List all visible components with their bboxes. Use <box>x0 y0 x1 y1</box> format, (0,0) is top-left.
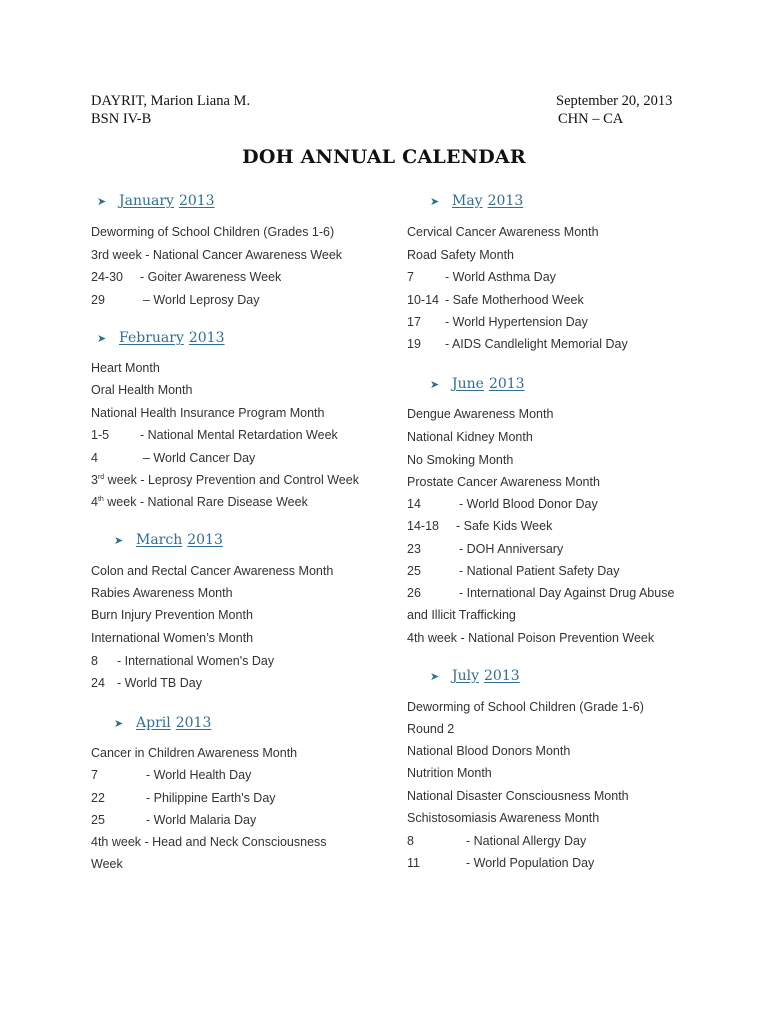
entry-event: - World Health Day <box>146 768 252 782</box>
entry-event: - World Hypertension Day <box>445 315 588 329</box>
ordinal-suffix: th <box>97 496 104 503</box>
student-section: BSN IV-B <box>91 111 152 127</box>
calendar-entry <box>407 496 598 512</box>
entry-event: - National Mental Retardation Week <box>140 428 338 442</box>
calendar-entry <box>91 675 202 691</box>
entry-date: 14 <box>407 497 421 511</box>
entry-event: - Safe Motherhood Week <box>445 293 584 307</box>
week-number: 3 <box>91 473 98 487</box>
entry-event: - International Day Against Drug Abuse <box>459 586 675 600</box>
arrow-bullet-icon: ➤ <box>430 194 440 208</box>
calendar-entry: Nutrition Month <box>407 766 492 780</box>
month-year: 2013 <box>187 532 223 548</box>
calendar-entry: Burn Injury Prevention Month <box>91 608 253 622</box>
entry-event: - National Patient Safety Day <box>459 564 620 578</box>
arrow-bullet-icon: ➤ <box>97 194 107 208</box>
calendar-entry: and Illicit Trafficking <box>407 608 516 622</box>
calendar-entry: No Smoking Month <box>407 453 514 467</box>
month-name: May <box>452 193 483 209</box>
calendar-entry <box>91 450 255 466</box>
month-heading-january <box>97 193 215 209</box>
entry-date: 14-18 <box>407 519 439 533</box>
month-year: 2013 <box>487 193 524 209</box>
calendar-entry <box>91 269 281 285</box>
calendar-entry <box>91 790 276 806</box>
calendar-entry <box>407 541 563 557</box>
month-heading-april <box>114 715 211 731</box>
calendar-entry <box>91 427 338 443</box>
calendar-entry: 3rd week - National Cancer Awareness Week <box>91 248 343 262</box>
month-year: 2013 <box>484 668 520 684</box>
calendar-entry: National Health Insurance Program Month <box>91 406 325 420</box>
month-name: February <box>119 330 184 346</box>
document-date: September 20, 2013 <box>556 93 673 109</box>
entry-date: 22 <box>91 791 105 805</box>
entry-date: 17 <box>407 315 421 329</box>
month-name: April <box>136 715 171 731</box>
entry-date: 11 <box>407 856 420 870</box>
entry-event: - AIDS Candlelight Memorial Day <box>445 337 628 351</box>
calendar-entry: Cervical Cancer Awareness Month <box>407 225 599 239</box>
entry-event: - World TB Day <box>117 676 202 690</box>
entry-date: 8 <box>91 654 98 668</box>
month-year: 2013 <box>178 193 215 209</box>
entry-date: 4 <box>91 451 98 465</box>
entry-event: - International Women's Day <box>117 654 275 668</box>
calendar-entry: Prostate Cancer Awareness Month <box>407 475 600 489</box>
entry-date: 10-14 <box>407 293 439 307</box>
calendar-entry: Deworming of School Children (Grades 1-6) <box>91 225 335 239</box>
calendar-entry: Round 2 <box>407 722 455 736</box>
entry-date: 23 <box>407 542 421 556</box>
calendar-entry <box>407 314 588 330</box>
entry-date: 25 <box>91 813 105 827</box>
entry-date: 24-30 <box>91 270 123 284</box>
arrow-bullet-icon: ➤ <box>114 716 124 730</box>
arrow-bullet-icon: ➤ <box>430 669 440 683</box>
calendar-entry: Rabies Awareness Month <box>91 586 233 600</box>
calendar-entry <box>407 563 620 579</box>
entry-date: 24 <box>91 676 105 690</box>
calendar-entry <box>407 833 586 849</box>
student-name: DAYRIT, Marion Liana M. <box>91 93 251 109</box>
calendar-entry: Deworming of School Children (Grade 1-6) <box>407 700 644 714</box>
entry-event: - National Allergy Day <box>466 834 587 848</box>
calendar-entry: 4th week - National Poison Prevention Week <box>407 631 655 645</box>
entry-date: 29 <box>91 293 105 307</box>
entry-date: 7 <box>91 768 98 782</box>
entry-event: - World Population Day <box>466 856 595 870</box>
month-heading-february <box>97 330 225 346</box>
calendar-entry <box>407 585 674 601</box>
entry-date: 1-5 <box>91 428 110 442</box>
entry-date: 8 <box>407 834 414 848</box>
week-number: 4 <box>91 495 98 509</box>
entry-event: - Goiter Awareness Week <box>140 270 282 284</box>
calendar-entry <box>91 292 260 308</box>
calendar-entry <box>91 812 256 828</box>
month-name: July <box>452 668 480 684</box>
calendar-entry: Oral Health Month <box>91 383 193 397</box>
entry-event: week - Leprosy Prevention and Control Week <box>104 473 359 487</box>
calendar-entry: International Women’s Month <box>91 631 254 645</box>
calendar-entry <box>91 494 308 510</box>
arrow-bullet-icon: ➤ <box>97 331 107 345</box>
arrow-bullet-icon: ➤ <box>114 533 124 547</box>
month-year: 2013 <box>175 715 212 731</box>
month-name: January <box>119 193 174 209</box>
calendar-entry <box>407 292 584 308</box>
entry-event: - World Blood Donor Day <box>459 497 598 511</box>
entry-date: 26 <box>407 586 421 600</box>
entry-event: - Safe Kids Week <box>456 519 553 533</box>
calendar-entry <box>91 653 274 669</box>
arrow-bullet-icon: ➤ <box>430 377 440 391</box>
month-heading-march <box>114 532 223 548</box>
month-name: June <box>452 376 484 392</box>
page-title: DOH ANNUAL CALENDAR <box>242 146 526 168</box>
calendar-entry: National Kidney Month <box>407 430 533 444</box>
month-year: 2013 <box>188 330 225 346</box>
calendar-entry <box>407 518 552 534</box>
calendar-entry: Schistosomiasis Awareness Month <box>407 811 600 825</box>
calendar-entry: Dengue Awareness Month <box>407 407 554 421</box>
calendar-entry <box>407 855 594 871</box>
calendar-entry <box>407 269 556 285</box>
month-year: 2013 <box>488 376 525 392</box>
calendar-entry <box>91 767 251 783</box>
course-code: CHN – CA <box>558 111 624 127</box>
entry-date: 25 <box>407 564 421 578</box>
month-heading-june <box>430 376 525 392</box>
month-heading-may <box>430 193 523 209</box>
calendar-entry: National Disaster Consciousness Month <box>407 789 629 803</box>
entry-event: week - National Rare Disease Week <box>103 495 308 509</box>
student-info <box>91 92 250 128</box>
entry-date: 19 <box>407 337 421 351</box>
calendar-entry: Colon and Rectal Cancer Awareness Month <box>91 564 334 578</box>
entry-event: - Philippine Earth's Day <box>146 791 276 805</box>
calendar-entry: Cancer in Children Awareness Month <box>91 746 298 760</box>
document-meta <box>556 92 672 128</box>
entry-event: - World Asthma Day <box>445 270 556 284</box>
ordinal-suffix: rd <box>97 474 105 481</box>
calendar-entry: 4th week - Head and Neck Consciousness <box>91 835 327 849</box>
month-heading-july <box>430 668 520 684</box>
calendar-entry: National Blood Donors Month <box>407 744 571 758</box>
calendar-entry: Heart Month <box>91 361 160 375</box>
calendar-entry <box>407 336 628 352</box>
calendar-entry <box>91 472 359 488</box>
calendar-entry: Week <box>91 857 123 871</box>
entry-date: 7 <box>407 270 414 284</box>
entry-event: - DOH Anniversary <box>459 542 564 556</box>
month-name: March <box>136 532 183 548</box>
calendar-entry: Road Safety Month <box>407 248 515 262</box>
entry-event: – World Cancer Day <box>143 451 256 465</box>
entry-event: – World Leprosy Day <box>143 293 260 307</box>
entry-event: - World Malaria Day <box>146 813 257 827</box>
